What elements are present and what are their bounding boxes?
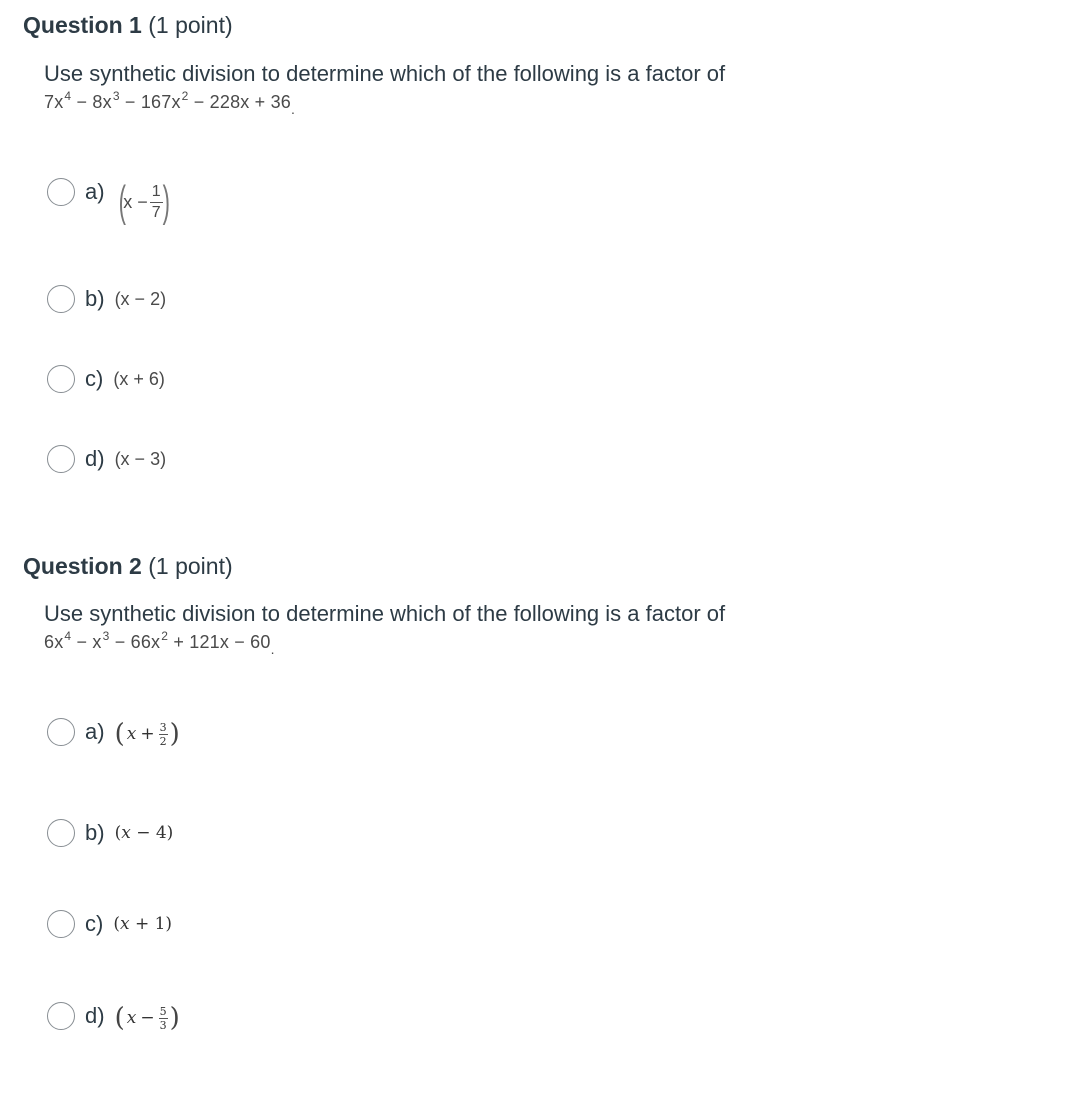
radio-button-q1-c[interactable]	[47, 365, 75, 393]
option-math-q2-a: ( x + $\frac{3}{2}$ )	[114, 719, 180, 749]
option-label: b)	[85, 286, 105, 311]
radio-button-q1-d[interactable]	[47, 445, 75, 473]
question-1-option-d[interactable]	[47, 443, 166, 475]
question-2-prompt: Use synthetic division to determine which of the following is a factor of	[44, 601, 726, 626]
option-label: a)	[85, 719, 105, 744]
option-math-q1-c: (x + 6)	[113, 368, 165, 389]
option-math-q2-b: (x − 4)	[114, 823, 174, 843]
radio-button-q2-d[interactable]	[47, 1002, 75, 1030]
question-2-option-d[interactable]	[47, 1000, 180, 1032]
option-label: d)	[85, 1003, 105, 1028]
radio-button-q2-c[interactable]	[47, 910, 75, 938]
question-2-number: Question 2	[23, 553, 142, 579]
radio-button-q2-b[interactable]	[47, 819, 75, 847]
question-1-number: Question 1	[23, 12, 142, 38]
option-label: d)	[85, 446, 105, 471]
option-math-q2-c: (x + 1)	[113, 914, 173, 934]
question-1-option-a[interactable]	[47, 176, 173, 226]
question-2-option-b[interactable]	[47, 817, 173, 849]
question-2-points: (1 point)	[148, 553, 233, 579]
option-label: a)	[85, 179, 105, 204]
option-math-q1-a: ( x − $\frac{1}{7}$ )	[118, 177, 170, 226]
radio-button-q1-a[interactable]	[47, 178, 75, 206]
option-math-q2-d: ( x − $\frac{5}{3}$ )	[114, 1003, 180, 1033]
question-1-option-c[interactable]	[47, 363, 165, 395]
option-label: c)	[85, 911, 104, 936]
question-1-prompt: Use synthetic division to determine which of the following is a factor of	[44, 61, 726, 86]
option-math-q1-b: (x − 2)	[114, 288, 167, 309]
question-2-option-a[interactable]	[47, 716, 180, 748]
question-1-title	[23, 12, 233, 39]
question-2-title	[23, 553, 233, 580]
option-label: b)	[85, 820, 105, 845]
question-2-polynomial: $6x^4 - x^3 - 66x^2 + 121x - 60_.$	[44, 629, 275, 657]
radio-button-q1-b[interactable]	[47, 285, 75, 313]
option-label: c)	[85, 366, 104, 391]
option-math-q1-d: (x − 3)	[114, 448, 167, 469]
question-1-polynomial: $7x^4 - 8x^3 - 167x^2 - 228x + 36_.$	[44, 89, 296, 117]
question-1-points: (1 point)	[148, 12, 233, 38]
question-1-option-b[interactable]	[47, 283, 166, 315]
radio-button-q2-a[interactable]	[47, 718, 75, 746]
question-2-option-c[interactable]	[47, 908, 172, 940]
